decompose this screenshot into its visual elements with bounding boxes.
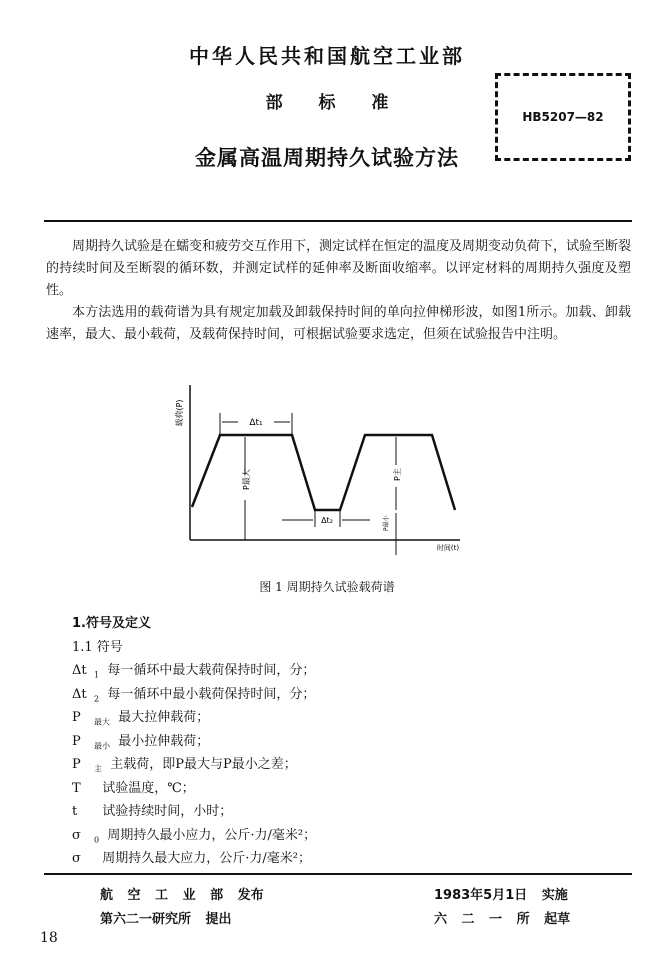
draft-org-line: 六 二 一 所 起草 xyxy=(434,912,571,927)
definitions-section xyxy=(72,612,592,871)
y-axis-label: 载荷(P) xyxy=(175,399,184,427)
definition-text: 最小拉伸载荷； xyxy=(118,733,210,749)
definition-text: 周期持久最小应力，公斤·力/毫米²； xyxy=(107,827,317,843)
pmain-label: P主 xyxy=(393,468,402,481)
standard-code: HB5207—82 xyxy=(522,110,604,124)
footer-divider xyxy=(44,873,632,875)
definition-symbol: T xyxy=(72,780,81,796)
effective-date-line: 1983年5月1日 实施 xyxy=(434,888,568,903)
definition-item: P $_{最小}$ 最小拉伸载荷； xyxy=(72,730,592,754)
definition-item: P $_{最大}$ 最大拉伸载荷； xyxy=(72,706,592,730)
document-title: 金属高温周期持久试验方法 xyxy=(195,146,459,170)
ministry-name: 中华人民共和国航空工业部 xyxy=(189,44,465,68)
page-number: 18 xyxy=(40,930,58,946)
definition-item xyxy=(72,847,592,871)
definition-symbol: σ xyxy=(72,851,81,866)
load-waveform xyxy=(192,435,455,510)
subsection-heading: 1.1 符号 xyxy=(72,639,123,655)
definition-item xyxy=(72,777,592,801)
definition-text: 最大拉伸载荷； xyxy=(118,710,210,725)
definition-symbol: Δt xyxy=(72,663,87,678)
standard-code-box xyxy=(495,73,631,161)
definition-symbol: P xyxy=(72,733,81,749)
issuer-line: 航 空 工 业 部 发布 xyxy=(100,888,264,903)
pmin-label: P最小 xyxy=(383,515,390,531)
section-heading: 1.符号及定义 xyxy=(72,616,151,631)
intro-paragraph-1: 周期持久试验是在蠕变和疲劳交互作用下，测定试样在恒定的温度及周期变动负荷下，试验至断裂的持续时间及至断裂的循环数，并测定试样的延伸率及断面收缩率。以评定材料的周期持久强度及塑性。 xyxy=(46,239,632,298)
definition-text: 每一循环中最小载荷保持时间，分； xyxy=(107,686,316,702)
definition-text: 试验温度，℃； xyxy=(102,780,195,796)
header-divider xyxy=(44,220,632,222)
definition-symbol: P xyxy=(72,710,81,725)
load-spectrum-figure xyxy=(170,385,490,555)
definition-symbol: t xyxy=(72,804,78,819)
definition-symbol: σ xyxy=(72,827,81,843)
figure-caption: 图 1 周期持久试验载荷谱 xyxy=(259,580,395,594)
definition-text: 每一循环中最大载荷保持时间，分； xyxy=(107,663,316,678)
dt1-label: Δt₁ xyxy=(249,418,263,428)
definition-item: σ $_0$ 周期持久最小应力，公斤·力/毫米²； xyxy=(72,824,592,848)
definition-item xyxy=(72,800,592,824)
x-axis-label: 时间(t) xyxy=(436,544,460,552)
intro-paragraph-2: 本方法选用的载荷谱为具有规定加载及卸载保持时间的单向拉伸梯形波，如图1所示。加载、卸载速率，最大、最小载荷，及载荷保持时间，可根据试验要求选定，但须在试验报告中注明。 xyxy=(46,305,631,342)
definition-symbol: Δt xyxy=(72,686,87,702)
definition-symbol: P xyxy=(72,757,81,772)
standard-type: 部 标 准 xyxy=(265,93,389,113)
definition-text: 试验持续时间，小时； xyxy=(102,804,233,819)
definition-text: 周期持久最大应力，公斤·力/毫米²； xyxy=(102,851,311,866)
dt2-label: Δt₂ xyxy=(321,516,333,525)
definition-item: Δt $_1$ 每一循环中最大载荷保持时间，分； xyxy=(72,659,592,683)
pmax-label: P最大 xyxy=(242,469,251,490)
definition-item: Δt $_2$ 每一循环中最小载荷保持时间，分； xyxy=(72,683,592,707)
proposer-line: 第六二一研究所 提出 xyxy=(100,912,232,927)
definition-text: 主载荷，即P最大与P最小之差； xyxy=(110,757,297,772)
definition-item: P $_主$ 主载荷，即P最大与P最小之差； xyxy=(72,753,592,777)
